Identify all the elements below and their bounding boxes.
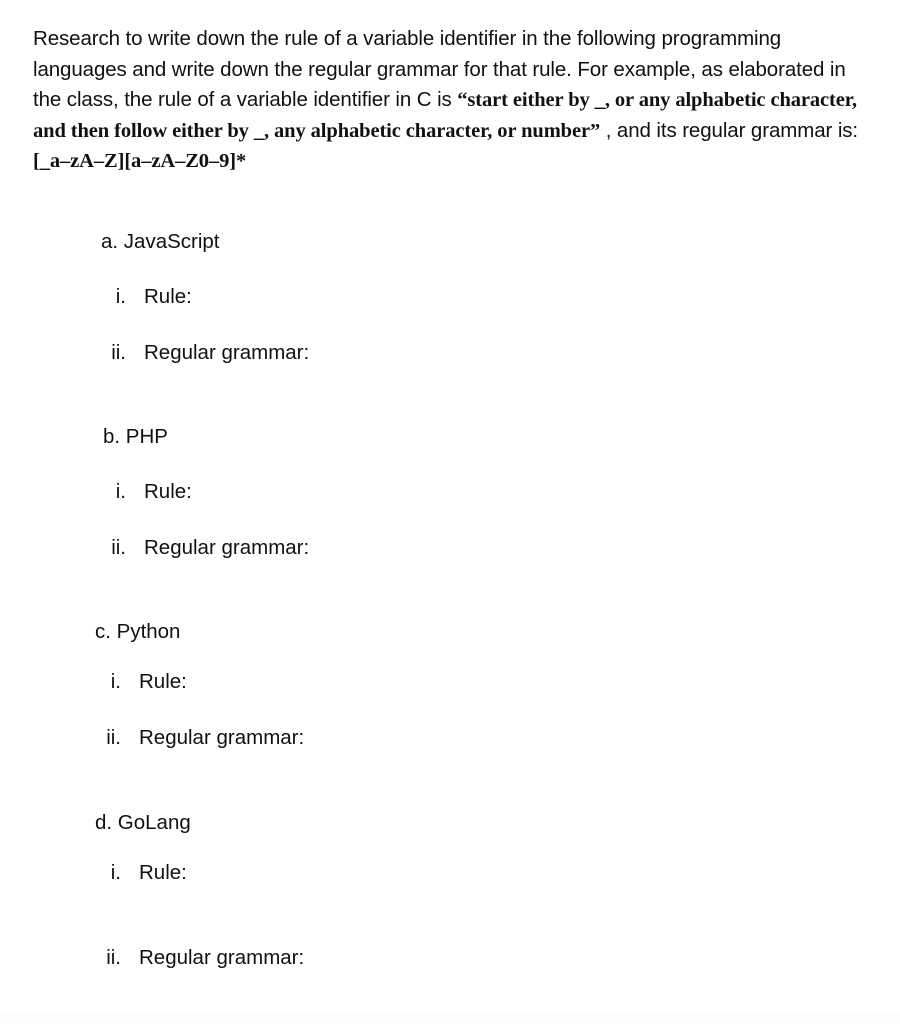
section-heading-golang: d. GoLang [95, 811, 191, 834]
item-number: ii. [111, 341, 126, 364]
javascript-grammar-item [82, 340, 309, 366]
item-number: ii. [106, 726, 121, 749]
section-heading-php: b. PHP [103, 425, 168, 448]
javascript-rule-item [82, 284, 192, 310]
item-label: Regular grammar: [139, 726, 305, 749]
item-label: Regular grammar: [144, 536, 310, 559]
item-label: Rule: [144, 480, 192, 503]
item-number: i. [110, 670, 121, 693]
page-bottom-edge [0, 1012, 900, 1024]
item-number: i. [115, 480, 126, 503]
c-identifier-grammar: [_a–zA–Z][a–zA–Z0–9]* [33, 150, 247, 172]
item-label: Regular grammar: [144, 341, 310, 364]
instructions-text-cont: , and its regular grammar is: [600, 118, 859, 142]
python-grammar-item [77, 725, 304, 751]
instructions-text: Research to write down the rule of a variable identifier in the following programming languages and write down the regular grammar for that rule. For example, as elaborated in the class, the rule of a variable identifier in C is [33, 27, 846, 111]
item-label: Regular grammar: [139, 946, 305, 969]
instructions-paragraph [33, 24, 873, 177]
item-label: Rule: [139, 861, 187, 884]
c-identifier-rule: “start either by _, or any alphabetic character, and then follow either by _, any alphabetic character, or number” [33, 89, 857, 142]
item-label: Rule: [139, 670, 187, 693]
item-number: i. [110, 861, 121, 884]
php-rule-item [82, 479, 192, 505]
php-grammar-item [82, 535, 309, 561]
python-rule-item [77, 669, 187, 695]
item-label: Rule: [144, 285, 192, 308]
section-heading-python: c. Python [95, 620, 181, 643]
golang-rule-item [77, 860, 187, 886]
item-number: ii. [106, 946, 121, 969]
section-heading-javascript: a. JavaScript [101, 230, 220, 253]
item-number: i. [115, 285, 126, 308]
golang-grammar-item [77, 945, 304, 971]
item-number: ii. [111, 536, 126, 559]
